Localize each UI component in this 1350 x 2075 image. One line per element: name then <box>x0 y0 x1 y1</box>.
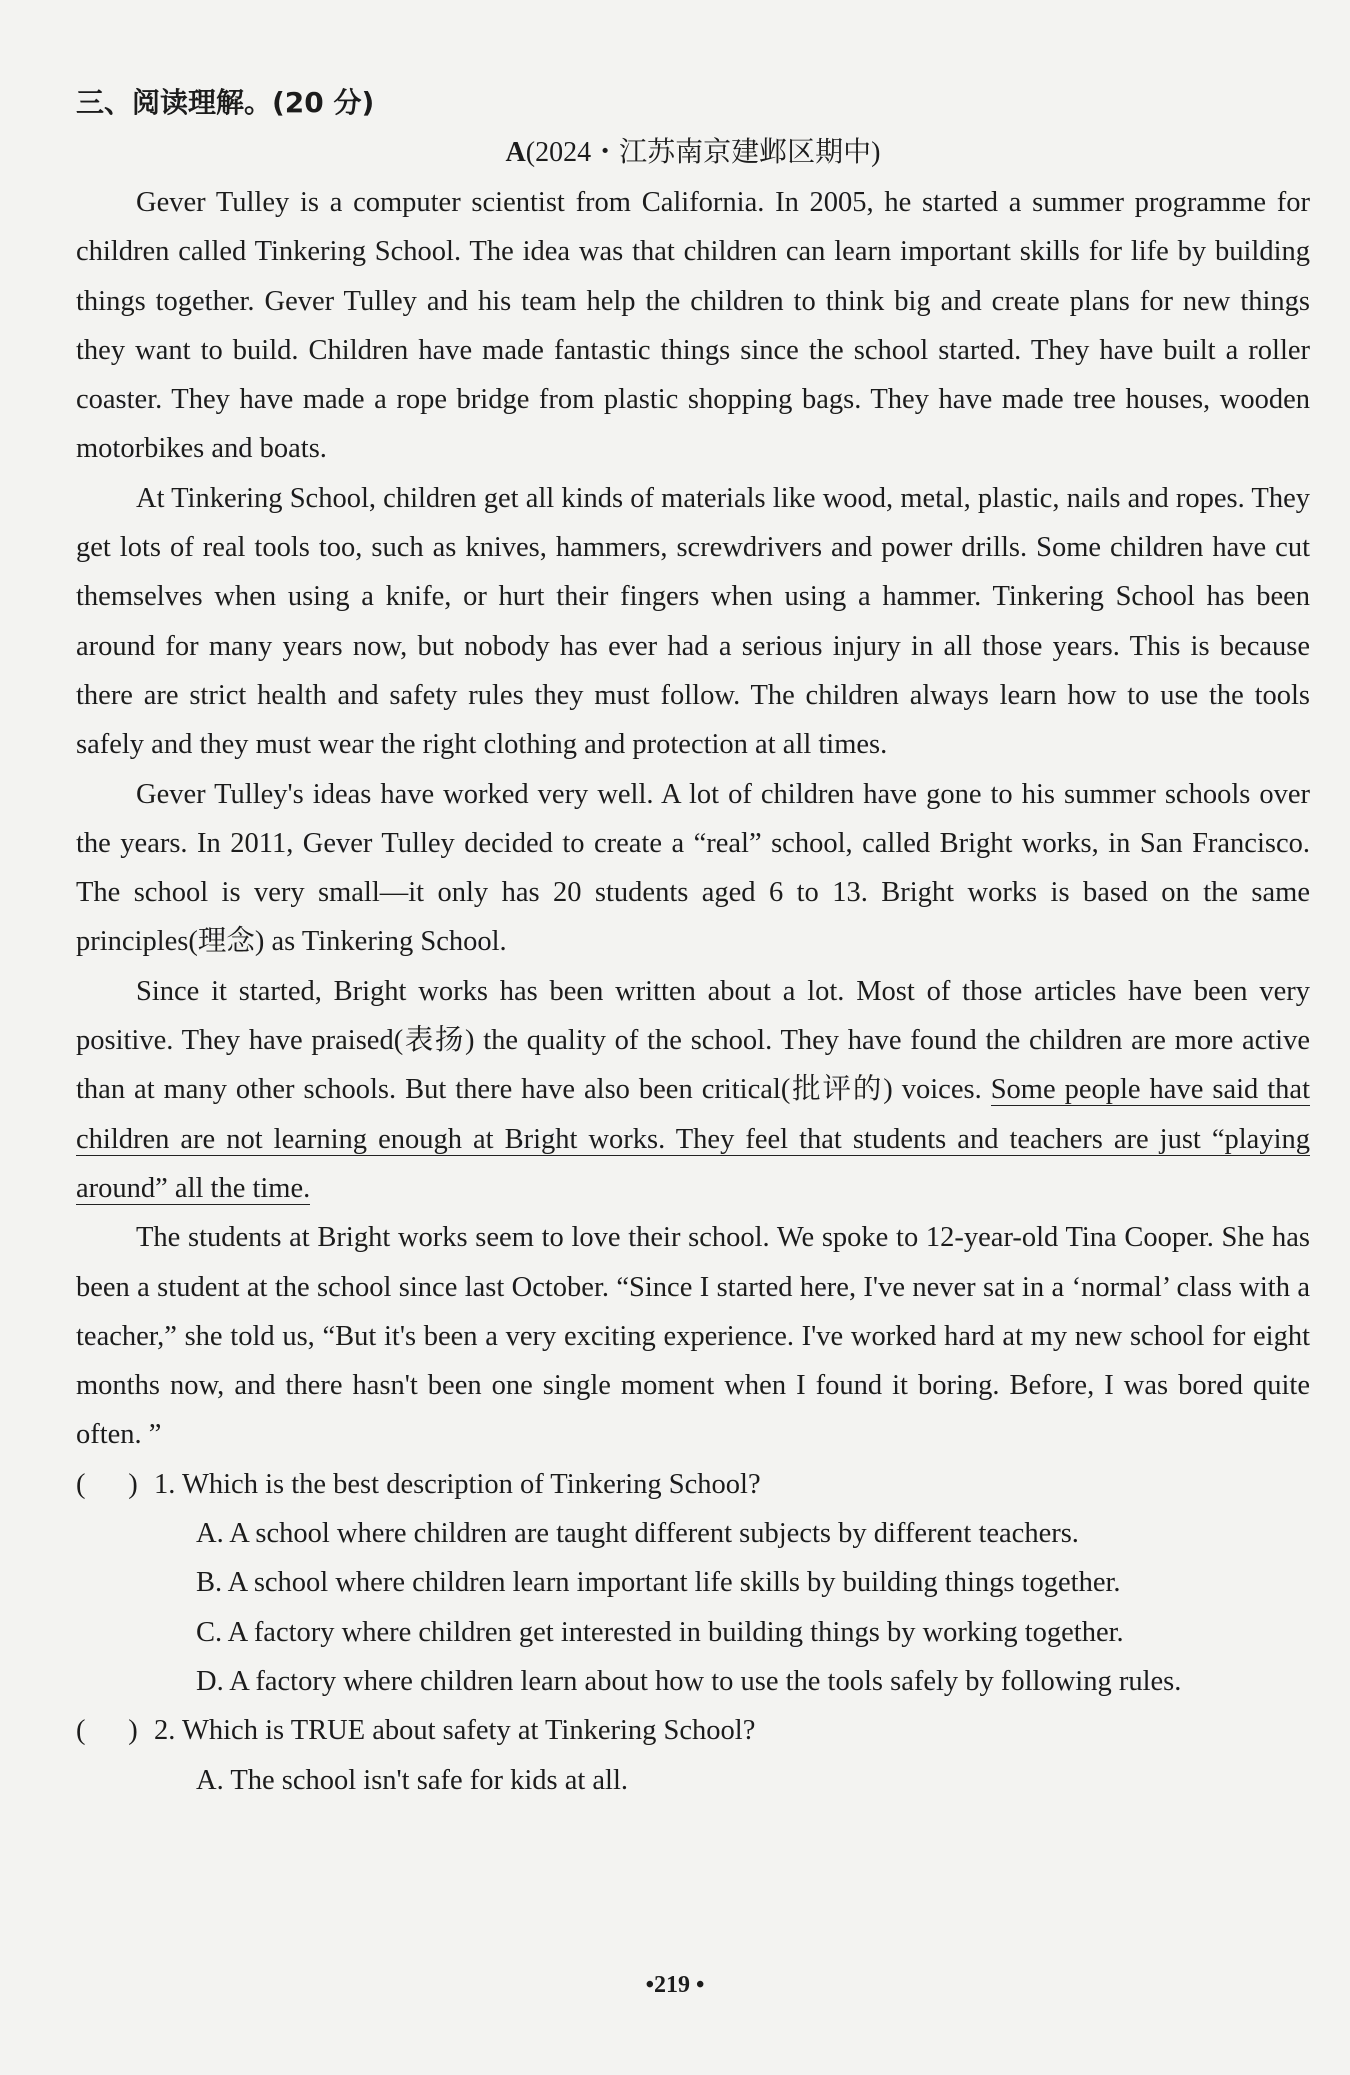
passage-paragraph-1: Gever Tulley is a computer scientist from California. In 2005, he started a summer programme for children called Tinkering School. The idea was that children can learn important skills for life by building things together. Gever Tulley and his team help the children to think big and create plans for new things they want to build. Children have made fantastic things since the school started. They have built a roller coaster. They have made a rope bridge from plastic shopping bags. They have made tree houses, wooden motorbikes and boats. <box>76 187 1310 465</box>
question-2-options <box>76 1756 1310 1805</box>
option-b: B. A school where children learn important life skills by building things together. <box>196 1567 1121 1599</box>
passage-paragraph-2: At Tinkering School, children get all kinds of materials like wood, metal, plastic, nails and ropes. They get lots of real tools too, such as knives, hammers, screwdrivers and power drills. Some children have cut themselves when using a knife, or hurt their fingers when using a hammer. Tinkering School has been around for many years now, but nobody has ever had a serious injury in all those years. This is because there are strict health and safety rules they must follow. The children always learn how to use the tools safely and they must wear the right clothing and protection at all times. <box>76 482 1310 761</box>
question-stem: 2. Which is TRUE about safety at Tinkering School? <box>154 1715 756 1747</box>
option-d: D. A factory where children learn about how to use the tools safely by following rules. <box>196 1665 1182 1697</box>
passage-paragraph-4 <box>76 967 1310 1213</box>
passage-letter: A <box>505 137 526 168</box>
option-c: C. A factory where children get interested in building things by working together. <box>196 1616 1124 1648</box>
passage-paragraph-3: Gever Tulley's ideas have worked very well. A lot of children have gone to his summer schools over the years. In 2011, Gever Tulley decided to create a “real” school, called Bright works, in San Francisco. The school is very small—it only has 20 students aged 6 to 13. Bright works is based on the same principles(理念) as Tinkering School. <box>76 778 1310 958</box>
answer-bracket[interactable]: ( ) <box>76 1715 138 1747</box>
question-2 <box>76 1706 1310 1755</box>
passage-source-line <box>76 128 1310 178</box>
option-a: A. A school where children are taught different subjects by different teachers. <box>196 1518 1079 1550</box>
paragraph-4-text: Since it started, Bright works has been written about a lot. Most of those articles have been very positive. They have praised(表扬) the quality of the school. They have found the children are more active than at many other schools. But there have also been critical(批评的) voices. <box>76 975 1310 1106</box>
passage-paragraph-5: The students at Bright works seem to love their school. We spoke to 12-year-old Tina Cooper. She has been a student at the school since last October. “Since I started here, I've never sat in a ‘normal’ class with a teacher,” she told us, “But it's been a very exciting experience. I've worked hard at my new school for eight months now, and there hasn't been one single moment when I found it boring. Before, I was bored quite often. ” <box>76 1222 1310 1451</box>
option-a: A. The school isn't safe for kids at all. <box>196 1764 629 1796</box>
answer-bracket[interactable]: ( ) <box>76 1468 138 1500</box>
underlined-sentence: Some people have said that children are not learning enough at Bright works. They feel that students and teachers are just “playing around” all the time. <box>76 1074 1310 1204</box>
passage-source: (2024・江苏南京建邺区期中) <box>525 137 881 168</box>
page-number: •219 • <box>645 1972 705 1998</box>
question-1 <box>76 1460 1310 1509</box>
question-stem: 1. Which is the best description of Tinkering School? <box>154 1468 761 1500</box>
section-title: 三、阅读理解。(20 分) <box>76 86 375 119</box>
question-1-options <box>76 1509 1310 1706</box>
